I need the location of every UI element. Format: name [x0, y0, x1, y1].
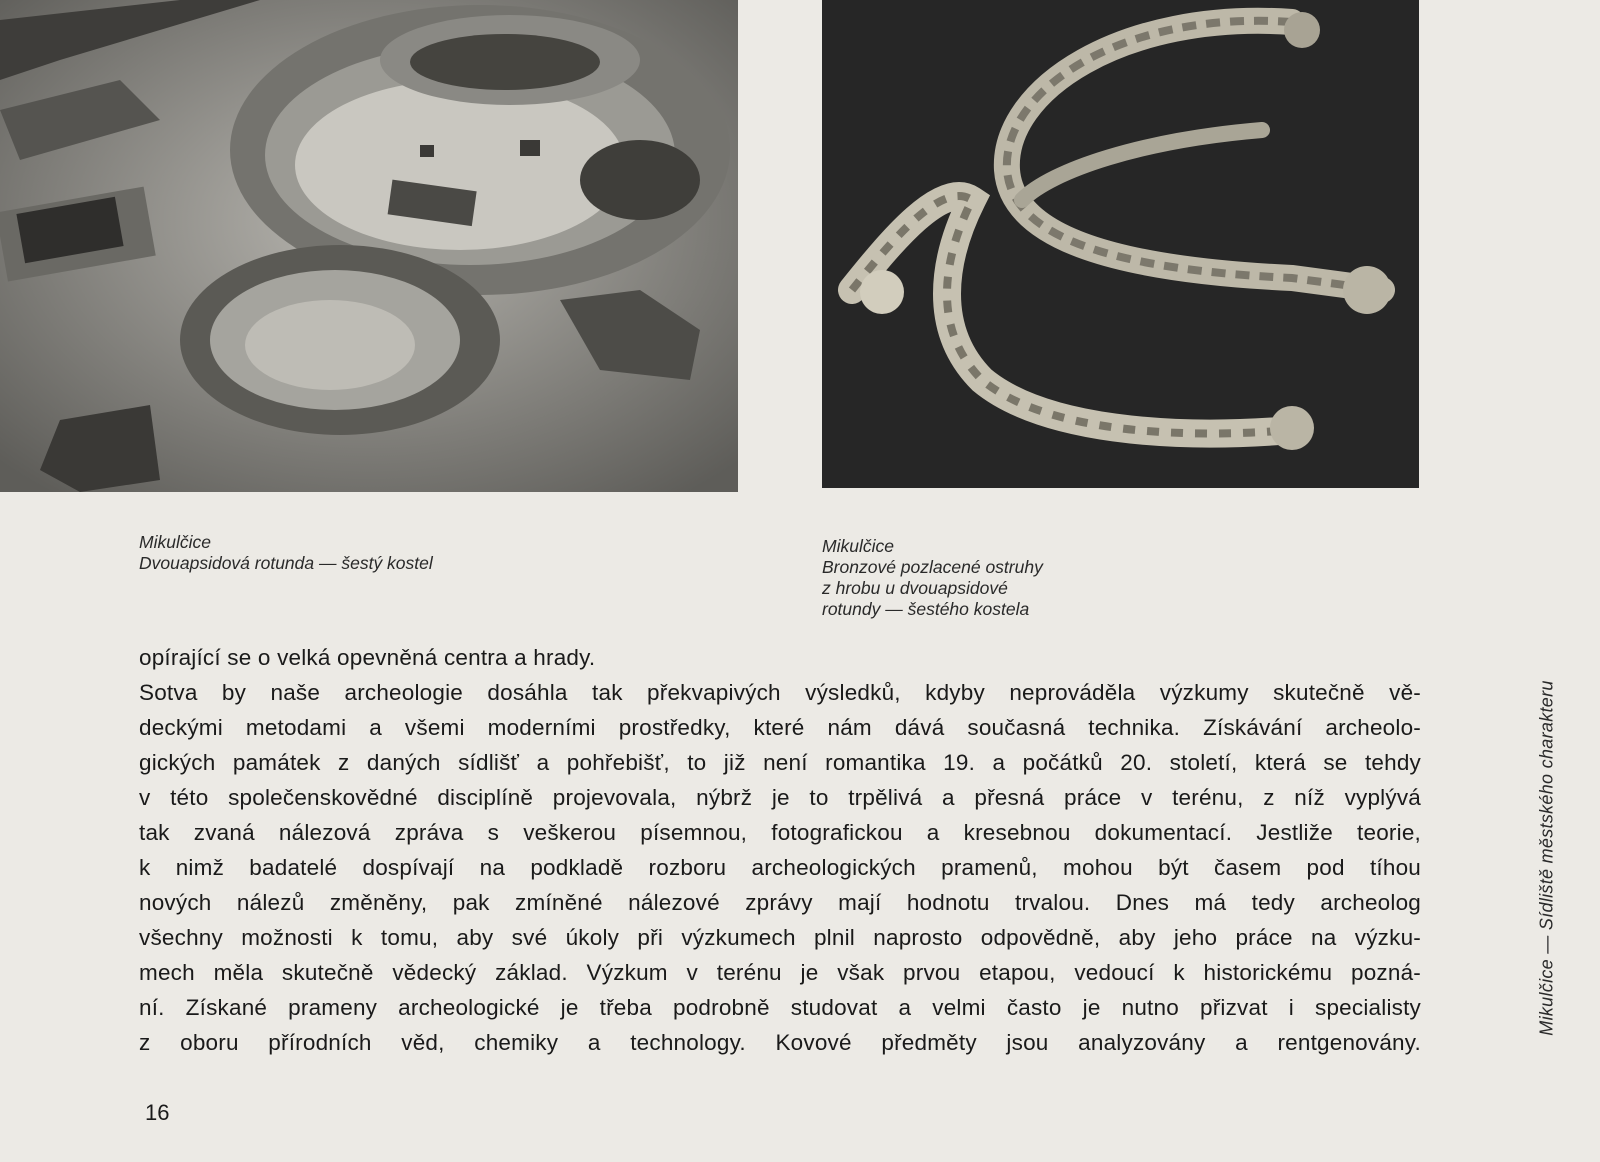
text-line: k nimž badatelé dospívají na podkladě rozboru archeologických pramenů, mohou být časem pod tíhou: [139, 855, 1421, 880]
caption-line: Mikulčice: [822, 536, 894, 556]
caption-rotunda: [139, 532, 433, 574]
caption-line: z hrobu u dvouapsidové: [822, 578, 1008, 598]
rotunda-photo-illustration: [0, 0, 738, 492]
text-line: Sotva by naše archeologie dosáhla tak překvapivých výsledků, kdyby neprováděla výzkumy skutečně vě-: [139, 680, 1421, 705]
caption-line: Dvouapsidová rotunda — šestý kostel: [139, 553, 433, 573]
caption-spurs: [822, 536, 1043, 620]
running-head: Mikulčice — Sídliště městského charakteru: [1536, 680, 1557, 1036]
page-number: 16: [145, 1100, 170, 1125]
text-line: gických památek z daných sídlišť a pohřebišť, to již není romantika 19. a počátků 20. století, která se tehdy: [139, 750, 1421, 775]
photo-bronze-spurs: [822, 0, 1419, 488]
photo-rotunda-excavation: [0, 0, 738, 492]
caption-line: Mikulčice: [139, 532, 211, 552]
spurs-photo-illustration: [822, 0, 1419, 488]
text-line: tak zvaná nálezová zpráva s veškerou písemnou, fotografickou a kresebnou dokumentací. Jestliže teorie,: [139, 820, 1421, 845]
caption-line: Bronzové pozlacené ostruhy: [822, 557, 1043, 577]
text-line: nových nálezů změněny, pak zmíněné nálezové zprávy mají hodnotu trvalou. Dnes má tedy archeolog: [139, 890, 1421, 915]
text-line: deckými metodami a všemi moderními prostředky, které nám dává současná technika. Získávání archeolo-: [139, 715, 1421, 740]
text-line: opírající se o velká opevněná centra a hrady.: [139, 645, 596, 670]
body-paragraph: [139, 640, 1421, 1060]
text-line: v této společenskovědné disciplíně projevovala, nýbrž je to trpělivá a přesná práce v terénu, z níž vyplývá: [139, 785, 1421, 810]
text-line: mech měla skutečně vědecký základ. Výzkum v terénu je však prvou etapou, vedoucí k historickému pozná-: [139, 960, 1421, 985]
text-line: ní. Získané prameny archeologické je třeba podrobně studovat a velmi často je nutno přizvat i specialisty: [139, 995, 1421, 1020]
caption-line: rotundy — šestého kostela: [822, 599, 1030, 619]
text-line: z oboru přírodních věd, chemiky a technology. Kovové předměty jsou analyzovány a rentgenovány.: [139, 1030, 1421, 1055]
text-line: všechny možnosti k tomu, aby své úkoly při výzkumech plnil naprosto odpovědně, aby jeho práce na výzku-: [139, 925, 1421, 950]
